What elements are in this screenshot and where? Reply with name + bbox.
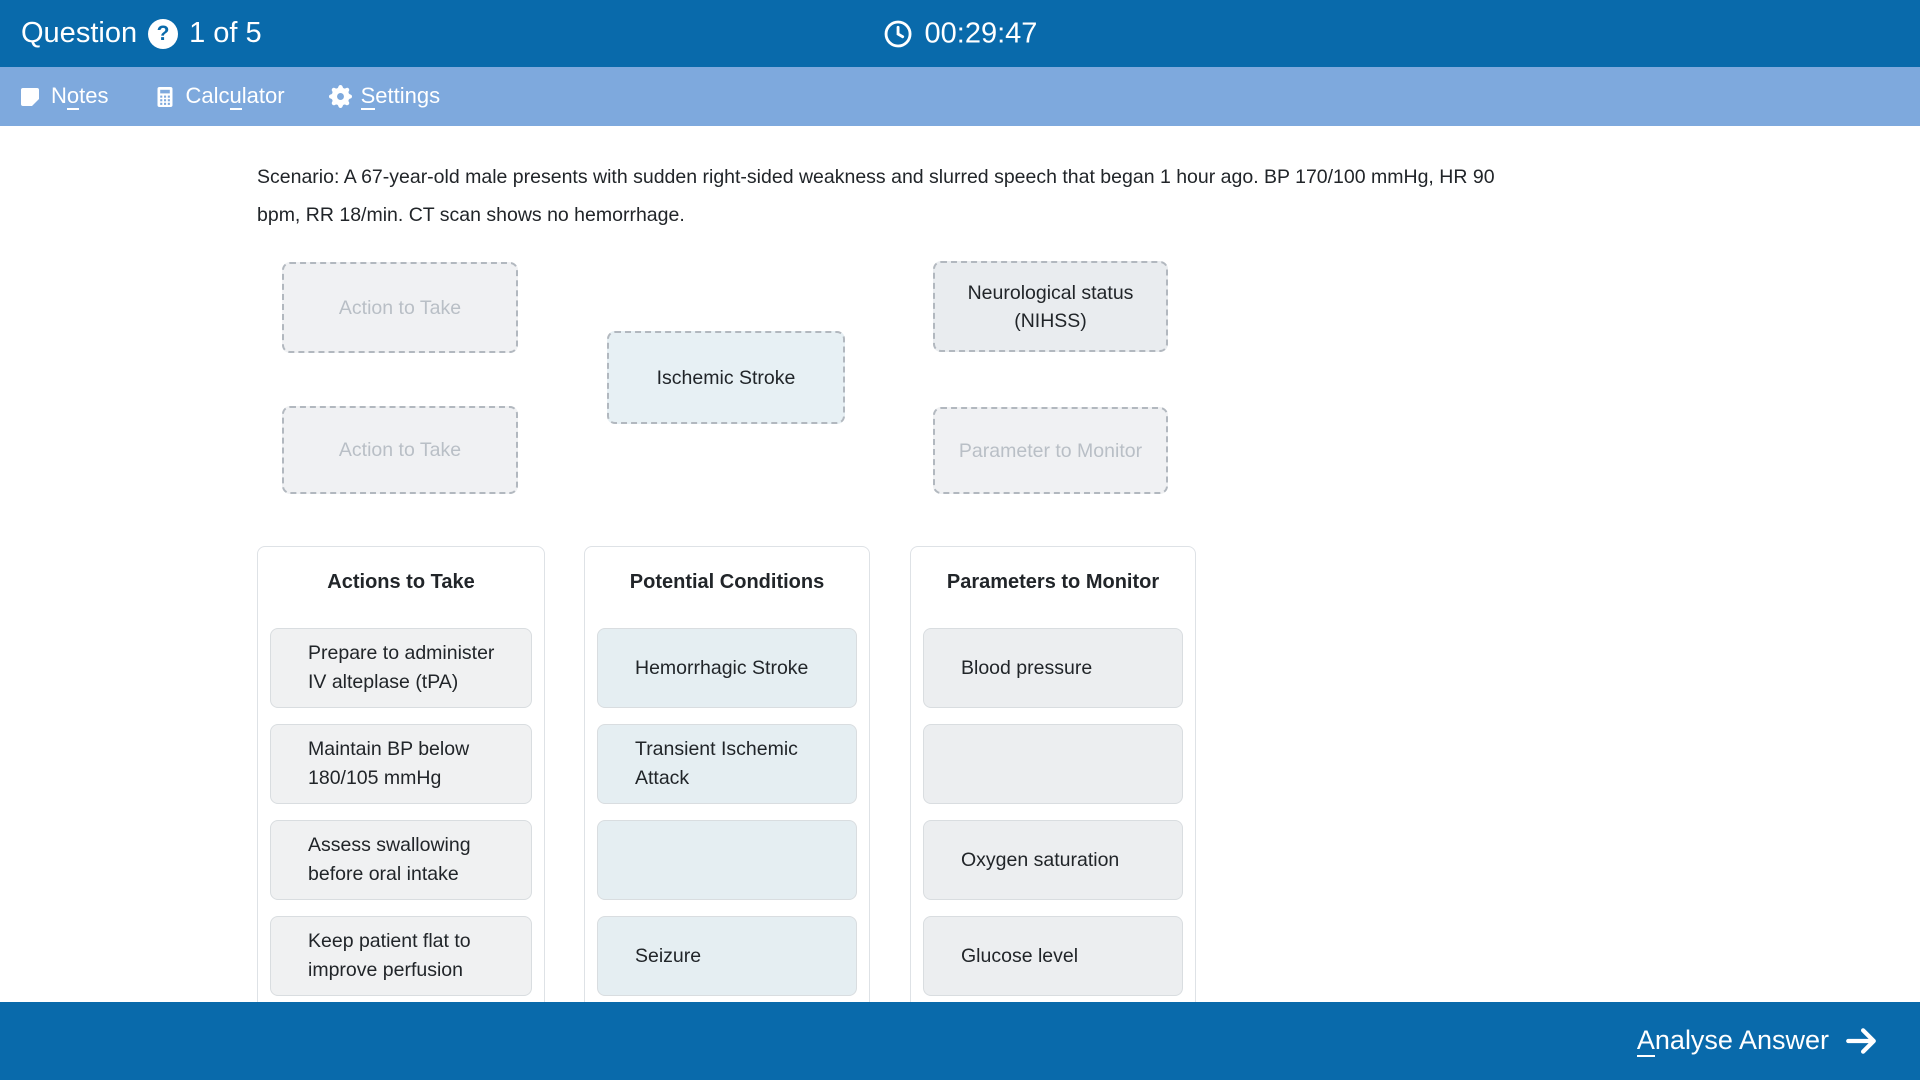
question-help-icon[interactable] [148,19,178,49]
question-progress [21,0,262,67]
draggable-item-condition-1[interactable]: Hemorrhagic Stroke [597,628,857,708]
settings-label [361,83,441,110]
column-actions-title: Actions to Take [327,571,475,593]
analyse-label-post: nalyse Answer [1654,1024,1829,1055]
draggable-item-parameter-1[interactable]: Blood pressure [923,628,1183,708]
drop-zone-action-2[interactable]: Action to Take [282,406,518,494]
draggable-item-condition-2[interactable]: Transient Ischemic Attack [597,724,857,804]
scenario-text: Scenario: A 67-year-old male presents with sudden right-sided weakness and slurred speech that began 1 hour ago. BP 170/100 mmHg, HR 90 bpm, RR 18/min. CT scan shows no hemorrhage. [257,166,1495,226]
empty-slot-condition[interactable] [597,820,857,900]
question-mark-glyph: ? [156,22,170,45]
drop-zone-parameter-1-filled[interactable]: Neurological status (NIHSS) [933,261,1168,352]
notes-label-pre: N [51,82,67,108]
calculator-button[interactable] [153,83,285,110]
settings-label-accesskey: S [361,84,376,110]
empty-slot-parameter[interactable] [923,724,1183,804]
notes-label [51,83,109,110]
question-label: Question [21,17,138,49]
calculator-label-pre: Calc [185,82,230,108]
calculator-icon [153,85,177,109]
column-conditions-title: Potential Conditions [629,571,825,593]
notes-label-accesskey: o [67,84,79,110]
notes-label-post: tes [79,82,109,108]
arrow-right-icon [1844,1024,1878,1058]
notes-button[interactable] [18,83,109,110]
draggable-item-action-2[interactable]: Maintain BP below 180/105 mmHg [270,724,532,804]
analyse-answer-label [1637,1025,1829,1057]
toolbar [0,67,1920,126]
note-icon [18,85,42,109]
header-bar [0,0,1920,67]
settings-button[interactable] [329,83,441,110]
calculator-label-post: lator [241,82,285,108]
analyse-answer-button[interactable] [1637,1024,1878,1058]
column-actions-to-take [257,546,545,1080]
draggable-item-action-4[interactable]: Keep patient flat to improve perfusion [270,916,532,996]
question-number: 1 of 5 [189,17,262,49]
analyse-label-accesskey: A [1637,1026,1655,1057]
drop-zone-condition-filled[interactable]: Ischemic Stroke [607,331,845,424]
column-potential-conditions [584,546,870,1080]
draggable-item-action-3[interactable]: Assess swallowing before oral intake [270,820,532,900]
drop-zone-action-1[interactable]: Action to Take [282,262,518,353]
gear-icon [329,85,352,108]
draggable-item-action-1[interactable]: Prepare to administer IV alteplase (tPA) [270,628,532,708]
draggable-item-parameter-4[interactable]: Glucose level [923,916,1183,996]
footer-bar [0,1002,1920,1080]
column-parameters-to-monitor [910,546,1196,1080]
draggable-item-parameter-3[interactable]: Oxygen saturation [923,820,1183,900]
draggable-item-condition-4[interactable]: Seizure [597,916,857,996]
exam-timer [883,17,1038,50]
timer-value: 00:29:47 [924,17,1038,49]
column-parameters-title: Parameters to Monitor [946,571,1160,593]
clock-icon [883,18,914,49]
drop-zone-parameter-2[interactable]: Parameter to Monitor [933,407,1168,494]
settings-label-post: ettings [375,82,441,108]
calculator-label [186,83,285,110]
calculator-label-accesskey: u [230,84,242,110]
